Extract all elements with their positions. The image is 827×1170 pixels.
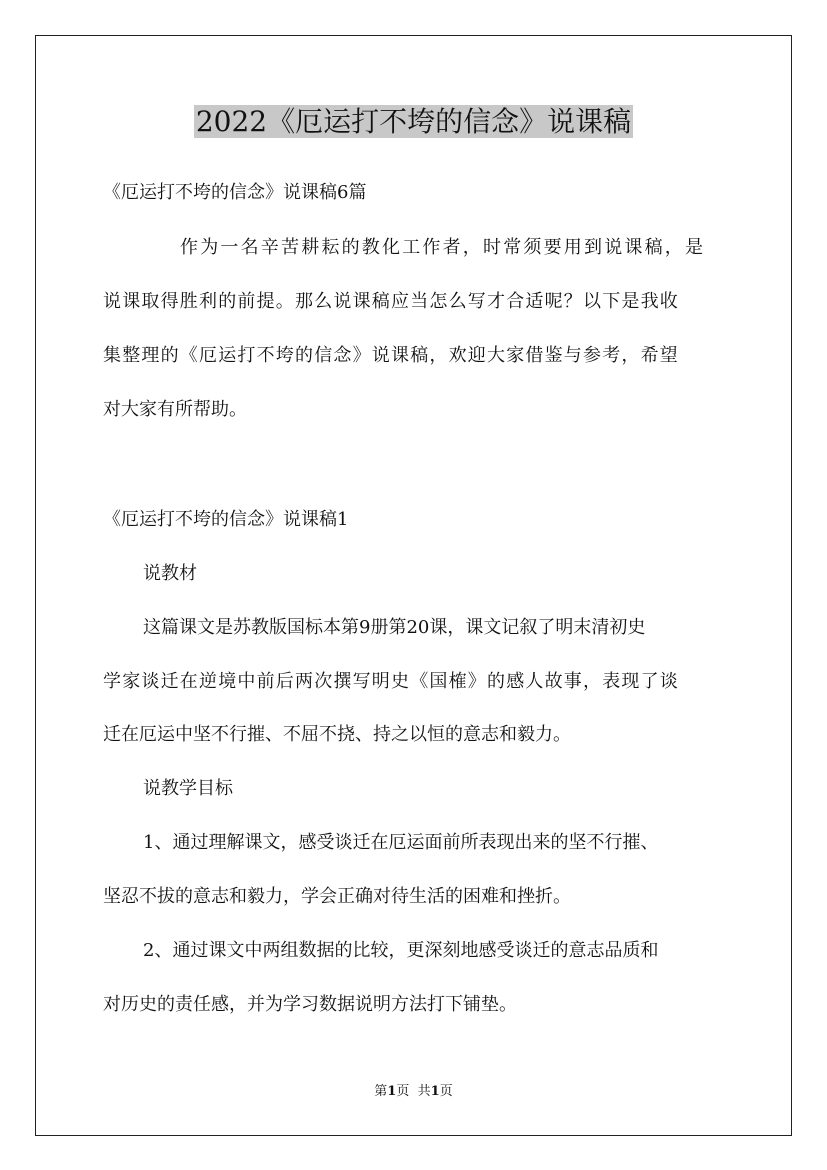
section-heading: 《厄运打不垮的信念》说课稿1	[103, 509, 349, 530]
footer-total-prefix: 共	[417, 1084, 431, 1099]
page-footer	[0, 1083, 827, 1101]
goal1-line-1: 1、通过理解课文，感受谈迁在厄运面前所表现出来的坚不行摧、	[143, 832, 659, 853]
intro-line-4: 对大家有所帮助。	[103, 399, 247, 420]
goal2-line-2: 对历史的责任感，并为学习数据说明方法打下铺垫。	[103, 994, 517, 1015]
material-line-2: 学家谈迁在逆境中前后两次撰写明史《国榷》的感人故事，表现了谈	[103, 671, 679, 692]
heading-material: 说教材	[143, 563, 197, 584]
footer-total-number: 1	[430, 1084, 440, 1099]
heading-goals: 说教学目标	[143, 778, 233, 799]
intro-line-2: 说课取得胜利的前提。那么说课稿应当怎么写才合适呢？以下是我收	[103, 291, 679, 312]
document-subtitle: 《厄运打不垮的信念》说课稿6篇	[103, 182, 367, 203]
material-line-1: 这篇课文是苏教版国标本第9册第20课，课文记叙了明末清初史	[143, 617, 646, 638]
intro-line-1: 作为一名辛苦耕耘的教化工作者，时常须要用到说课稿，是	[180, 237, 706, 258]
footer-page-suffix: 页	[396, 1084, 410, 1099]
goal1-line-2: 坚忍不拔的意志和毅力，学会正确对待生活的困难和挫折。	[103, 886, 571, 907]
document-title-text: 2022《厄运打不垮的信念》说课稿	[195, 105, 632, 138]
footer-page-prefix: 第	[374, 1084, 388, 1099]
goal2-line-1: 2、通过课文中两组数据的比较，更深刻地感受谈迁的意志品质和	[143, 940, 659, 961]
footer-page-number: 1	[387, 1084, 397, 1099]
intro-line-3: 集整理的《厄运打不垮的信念》说课稿，欢迎大家借鉴与参考，希望	[103, 345, 679, 366]
material-line-3: 迁在厄运中坚不行摧、不屈不挠、持之以恒的意志和毅力。	[103, 724, 571, 745]
document-title	[0, 100, 827, 144]
footer-total-suffix: 页	[439, 1084, 453, 1099]
